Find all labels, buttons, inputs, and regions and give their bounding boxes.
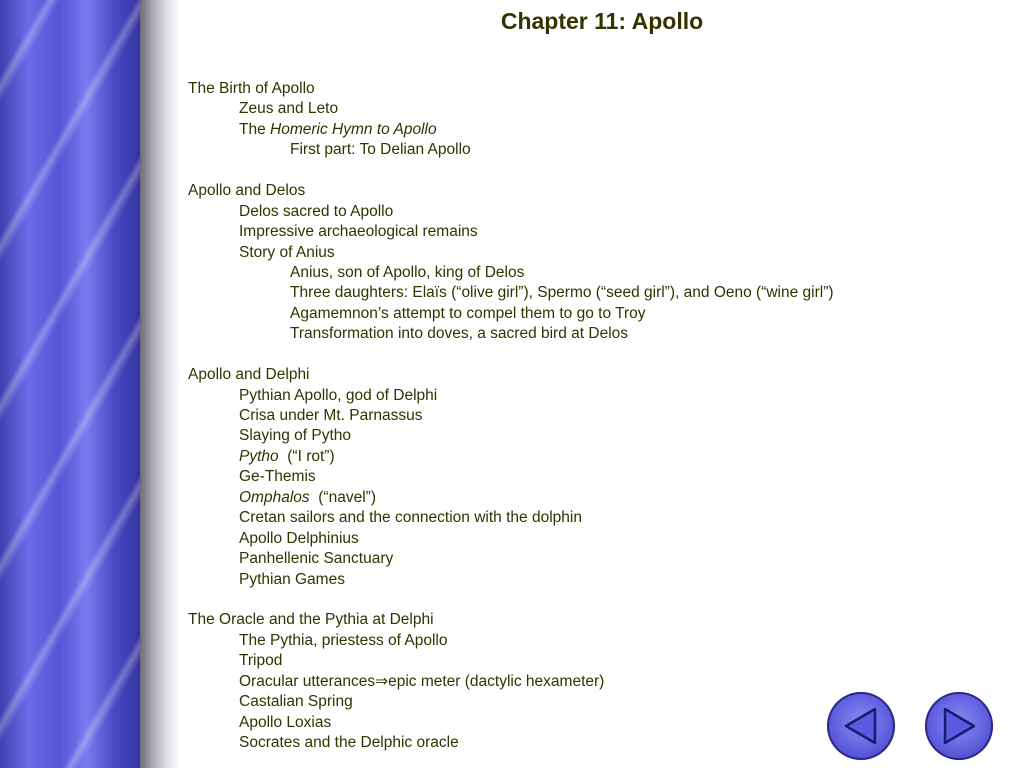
outline-item: Cretan sailors and the connection with the dolphin [239, 509, 582, 527]
outline-subitem: First part: To Delian Apollo [290, 141, 471, 159]
previous-slide-button[interactable] [827, 692, 895, 760]
outline-item [188, 120, 1008, 140]
outline-item: Apollo Loxias [239, 713, 332, 731]
outline-item: Socrates and the Delphic oracle [239, 734, 459, 751]
outline-item: Oracular utterances⇒epic meter (dactylic hexameter) [239, 672, 605, 690]
slide-title: Chapter 11: Apollo [500, 8, 704, 34]
right-triangle-icon [939, 706, 979, 746]
outline-item: Pythian Games [239, 570, 345, 588]
outline-item: Castalian Spring [239, 693, 353, 711]
outline-heading: Apollo and Delos [188, 182, 306, 200]
outline-subitem: Three daughters: Elaïs (“olive girl”), Spermo (“seed girl”), and Oeno (“wine girl”) [290, 284, 834, 302]
outline-italic-term: Omphalos [239, 488, 310, 506]
outline-heading: The Oracle and the Pythia at Delphi [188, 611, 434, 629]
slide-outline [188, 79, 1008, 753]
outline-item: Ge-Themis [239, 468, 316, 486]
outline-text: The [239, 120, 266, 138]
sidebar-shadow [140, 0, 180, 768]
outline-subitem: Anius, son of Apollo, king of Delos [290, 263, 525, 281]
outline-item: Zeus and Leto [239, 100, 339, 118]
outline-item: The Pythia, priestess of Apollo [239, 631, 448, 649]
outline-subitem: Transformation into doves, a sacred bird at Delos [290, 325, 629, 343]
outline-heading: Apollo and Delphi [188, 366, 310, 384]
outline-item: Impressive archaeological remains [239, 223, 478, 241]
outline-gloss: (“I rot”) [282, 447, 335, 465]
outline-item: Crisa under Mt. Parnassus [239, 407, 423, 424]
left-triangle-icon [841, 706, 881, 746]
outline-item: Tripod [239, 652, 283, 670]
outline-item [188, 488, 1008, 508]
outline-item: Story of Anius [239, 243, 335, 261]
outline-italic-title: Homeric Hymn to Apollo [270, 120, 437, 138]
outline-italic-term: Pytho [239, 447, 279, 465]
outline-item: Delos sacred to Apollo [239, 202, 394, 220]
outline-subitem: Agamemnon’s attempt to compel them to go to Troy [290, 304, 646, 322]
outline-item: Panhellenic Sanctuary [239, 550, 394, 568]
outline-item: Pythian Apollo, god of Delphi [239, 386, 438, 404]
next-slide-button[interactable] [925, 692, 993, 760]
outline-item: Apollo Delphinius [239, 529, 359, 547]
decorative-sidebar [0, 0, 140, 768]
outline-item: Slaying of Pytho [239, 427, 352, 445]
outline-heading: The Birth of Apollo [188, 80, 315, 97]
outline-item [188, 447, 1008, 467]
outline-gloss: (“navel”) [313, 488, 376, 506]
